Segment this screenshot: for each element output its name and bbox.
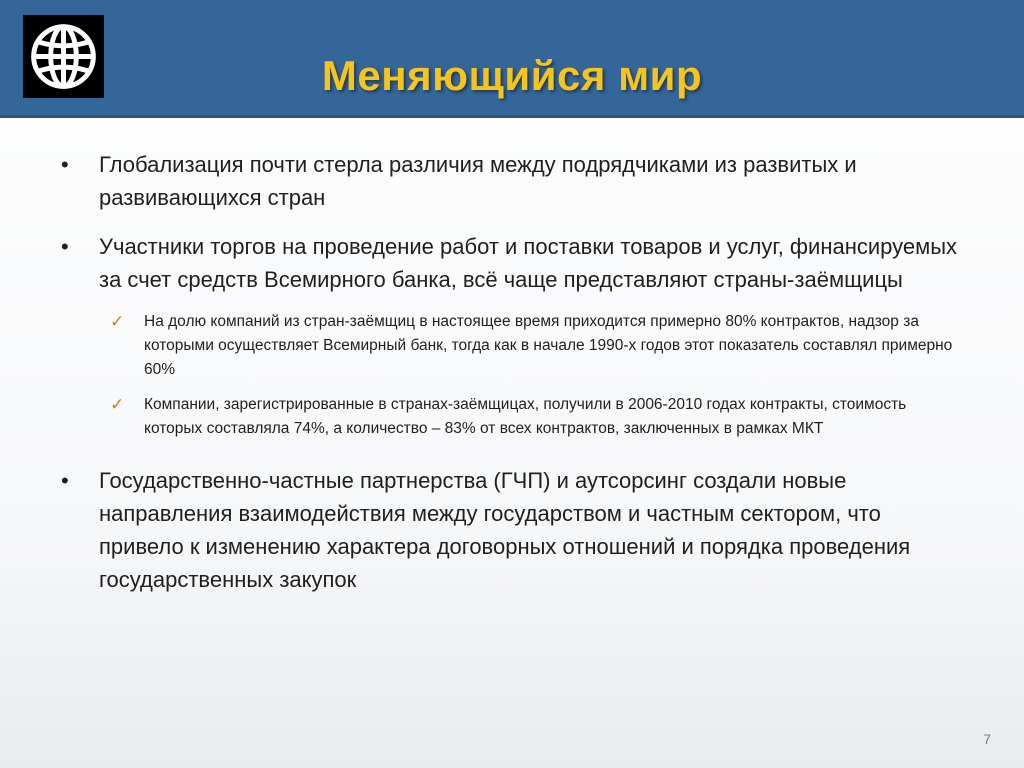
checkmark-icon: ✓	[110, 312, 125, 331]
sub-bullet-item	[0, 393, 1024, 441]
slide-title: Меняющийся мир	[321, 52, 703, 99]
sub-bullet-text: На долю компаний из стран-заёмщиц в настоящее время приходится примерно 80% контрактов, надзор за которыми осуществляет Всемирный банк, тогда как в начале 1990-х годов этот показатель составлял примерно 60%	[144, 313, 953, 378]
sub-bullet-text: Компании, зарегистрированные в странах-заёмщицах, получили в 2006-2010 годах контракты, стоимость которых составляла 74%, а количество – 83% от всех контрактов, заключенных в рамках МКТ	[144, 396, 907, 437]
bullet-marker: •	[61, 234, 69, 259]
bullet-text: Участники торгов на проведение работ и поставки товаров и услуг, финансируемых за счет средств Всемирного банка, всё чаще представляют страны-заёмщицы	[99, 234, 958, 292]
bullet-item	[0, 464, 1024, 596]
sub-bullet-item	[0, 310, 1024, 382]
bullet-item	[0, 230, 1024, 296]
bullet-item	[0, 148, 1024, 214]
bullet-text: Государственно-частные партнерства (ГЧП) и аутсорсинг создали новые направления взаимодействия между государством и частным сектором, что привело к изменению характера договорных отношений и порядка проведения государственных закупок	[99, 468, 911, 592]
bullet-marker: •	[61, 468, 69, 493]
bullet-marker: •	[61, 152, 69, 177]
checkmark-icon: ✓	[110, 395, 125, 414]
slide-content	[0, 148, 1024, 596]
bullet-text: Глобализация почти стерла различия между подрядчиками из развитых и развивающихся стран	[99, 152, 857, 210]
page-number: 7	[983, 731, 991, 747]
